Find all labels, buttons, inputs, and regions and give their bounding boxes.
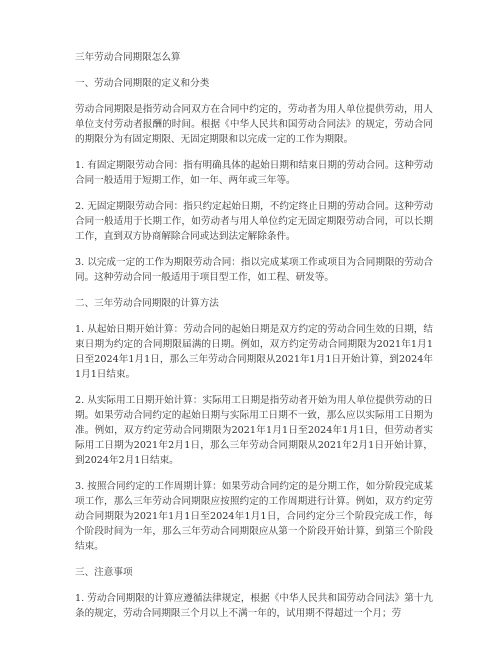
paragraph: 劳动合同期限是指劳动合同双方在合同中约定的，劳动者为用人单位提供劳动，用人单位支付劳动者报酬的时间。根据《中华人民共和国劳动合同法》的规定，劳动合同的期限分为有固定期限、无固定期限和以完成一定的工作为期限。 <box>75 104 433 145</box>
section-heading-definition: 一、劳动合同期限的定义和分类 <box>75 78 210 89</box>
section-heading-notes: 三、注意事项 <box>75 567 133 578</box>
section-heading-calculation: 二、三年劳动合同期限的计算方法 <box>75 298 219 309</box>
paragraph: 3. 按照合同约定的工作周期计算：如果劳动合同约定的是分期工作，如分阶段完成某项工作，那么三年劳动合同期限应按照约定的工作周期进行计算。例如，双方约定劳动合同期限为2021年1月1日至2024年1月1日，合同约定分三个阶段完成工作，每个阶段时间为一年，那么三年劳动合同期限应从第一个阶段开始计算，到第三个阶段结束。 <box>75 481 433 552</box>
document-content <box>75 50 433 632</box>
paragraph: 1. 有固定期限劳动合同：指有明确具体的起始日期和结束日期的劳动合同。这种劳动合同一般适用于短期工作，如一年、两年或三年等。 <box>75 160 433 186</box>
paragraph: 1. 从起始日期开始计算：劳动合同的起始日期是双方约定的劳动合同生效的日期，结束日期为约定的合同期限届满的日期。例如，双方约定劳动合同期限为2021年1月1日至2024年1月1日，那么三年劳动合同期限从2021年1月1日开始计算，到2024年1月1日结束。 <box>75 324 433 380</box>
paragraph: 3. 以完成一定的工作为期限劳动合同：指以完成某项工作或项目为合同期限的劳动合同。这种劳动合同一般适用于项目型工作，如工程、研发等。 <box>75 257 433 283</box>
document-title: 三年劳动合同期限怎么算 <box>75 52 181 63</box>
paragraph: 2. 无固定期限劳动合同：指只约定起始日期，不约定终止日期的劳动合同。这种劳动合同一般适用于长期工作，如劳动者与用人单位约定无固定期限劳动合同，可以长期工作，直到双方协商解除合同或达到法定解除条件。 <box>75 201 433 242</box>
paragraph: 2. 从实际用工日期开始计算：实际用工日期是指劳动者开始为用人单位提供劳动的日期。如果劳动合同约定的起始日期与实际用工日期不一致，那么应以实际用工日期为准。例如，双方约定劳动合同期限为2021年1月1日至2024年1月1日，但劳动者实际用工日期为2021年2月1日，那么三年劳动合同期限从2021年2月1日开始计算，到2024年2月1日结束。 <box>75 395 433 466</box>
paragraph: 1. 劳动合同期限的计算应遵循法律规定，根据《中华人民共和国劳动合同法》第十九条的规定，劳动合同期限三个月以上不满一年的，试用期不得超过一个月；劳 <box>75 593 433 619</box>
